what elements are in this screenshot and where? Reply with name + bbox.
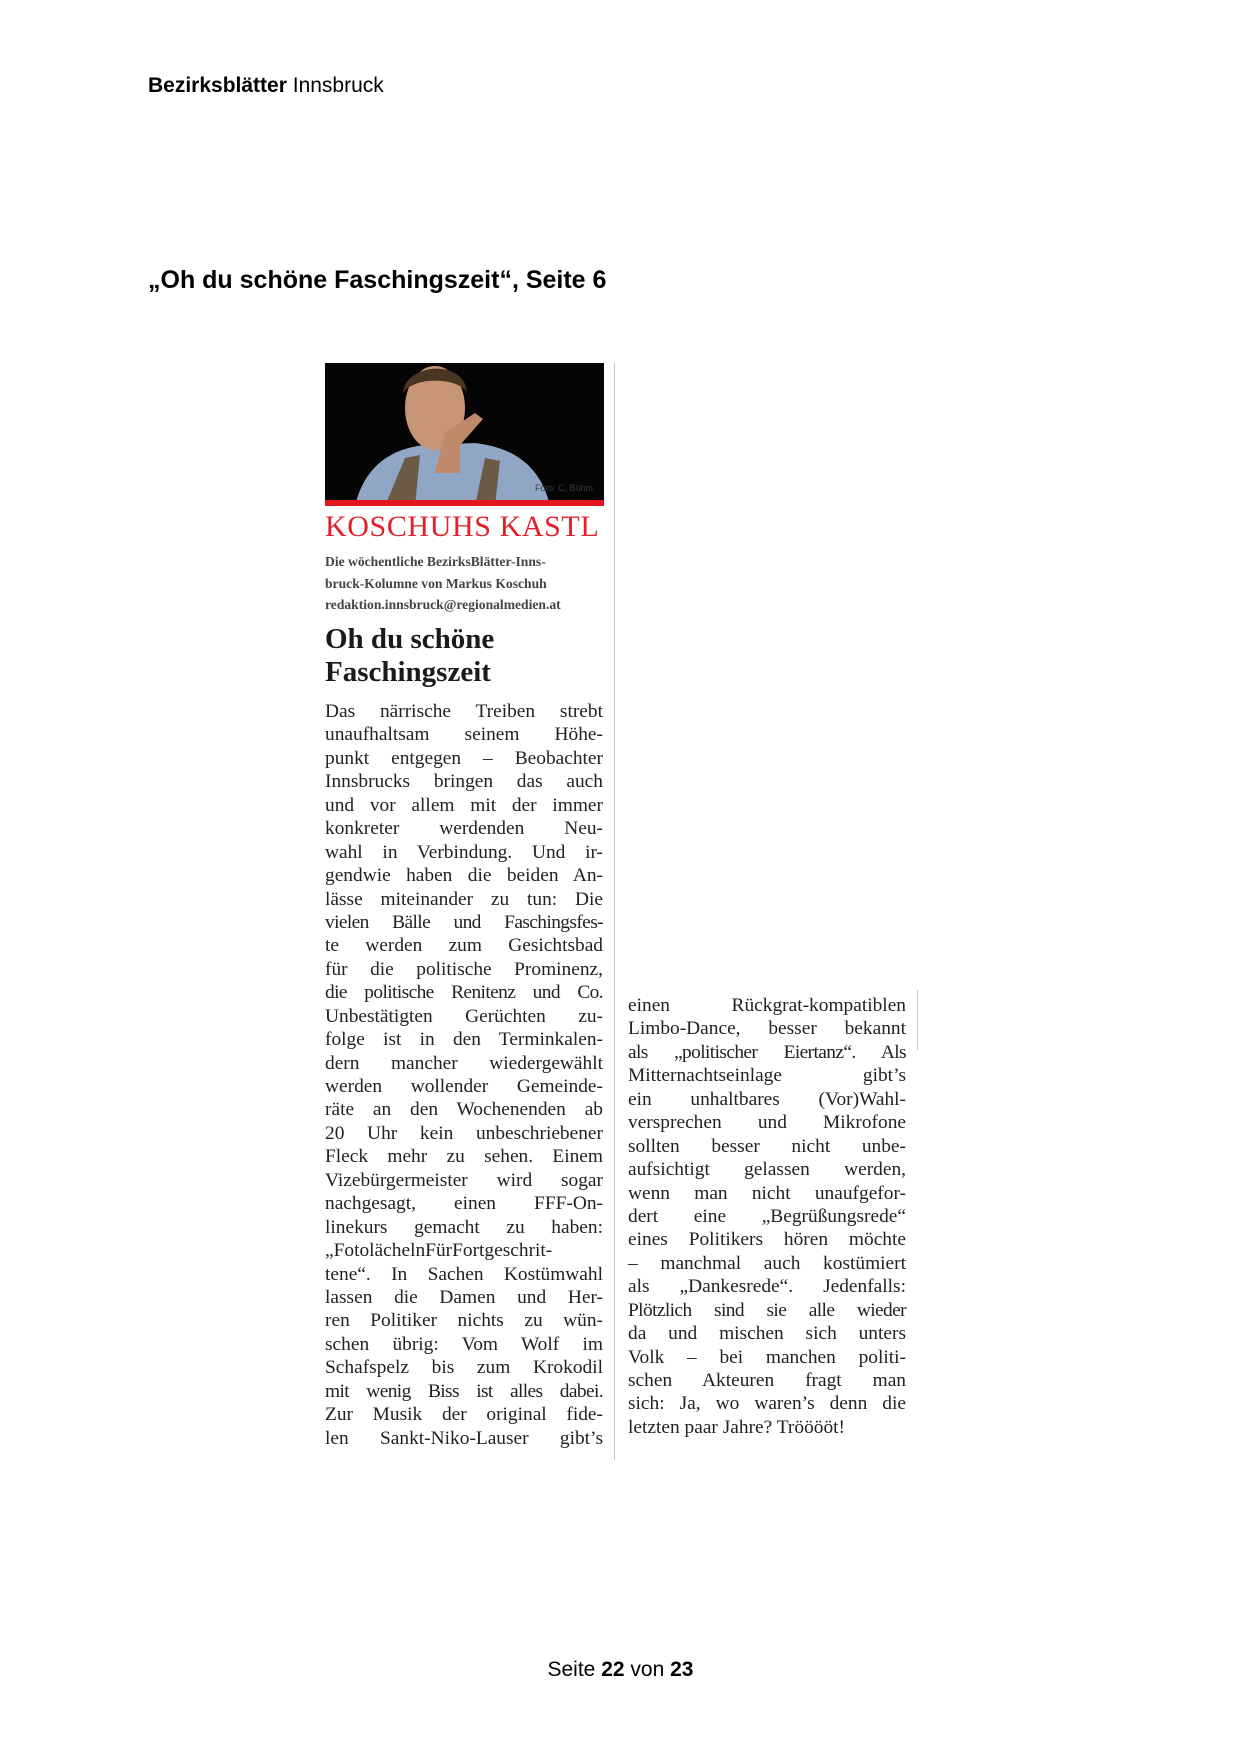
text-line: mit wenig Biss ist alles dabei.: [325, 1380, 603, 1402]
text-line: räte an den Wochenenden ab: [325, 1099, 603, 1121]
text-line: die politische Renitenz und Co.: [325, 982, 603, 1004]
article-headline: [325, 623, 494, 689]
text-line: sollten besser nicht unbe-: [628, 1135, 906, 1157]
text-line: wenn man nicht unaufgefor-: [628, 1182, 906, 1204]
text-line: Mitternachtseinlage gibt’s: [628, 1065, 906, 1087]
text-line: sich: Ja, wo waren’s denn die: [628, 1393, 906, 1415]
total-pages: 23: [670, 1658, 694, 1681]
text-line: Fleck mehr zu sehen. Einem: [325, 1146, 603, 1168]
footer-of: von: [630, 1658, 665, 1681]
text-line: Unbestätigten Gerüchten zu-: [325, 1005, 603, 1027]
publication-city: Innsbruck: [292, 74, 384, 97]
text-line: Das närrische Treiben strebt: [325, 701, 603, 722]
text-line: als „Dankesrede“. Jedenfalls:: [628, 1276, 906, 1298]
text-line: aufsichtigt gelassen werden,: [628, 1159, 906, 1181]
red-accent-bar: [325, 500, 604, 506]
photo-credit: Foto: C. Böhm: [535, 483, 594, 493]
text-line: dern mancher wiedergewählt: [325, 1052, 603, 1074]
text-line: unaufhaltsam seinem Höhe-: [325, 724, 603, 746]
column-subtitle: [325, 551, 615, 616]
text-line: linekurs gemacht zu haben:: [325, 1216, 603, 1238]
text-line: punkt entgegen – Beobachter: [325, 747, 603, 769]
text-line: tene“. In Sachen Kostümwahl: [325, 1263, 603, 1285]
column-divider: [917, 990, 918, 1050]
text-line: vielen Bälle und Faschingsfes-: [325, 911, 603, 933]
text-line: versprechen und Mikrofone: [628, 1112, 906, 1134]
text-line: lassen die Damen und Her-: [325, 1286, 603, 1308]
column-divider: [614, 363, 615, 1460]
text-line: Vizebürgermeister wird sogar: [325, 1169, 603, 1191]
publication-header: [148, 74, 384, 98]
text-line: als „politischer Eiertanz“. Als: [628, 1041, 906, 1063]
article-column-1: [325, 700, 603, 1450]
text-line: te werden zum Gesichtsbad: [325, 935, 603, 957]
text-line: lässe miteinander zu tun: Die: [325, 888, 603, 910]
text-line: wahl in Verbindung. Und ir-: [325, 841, 603, 863]
text-line: eines Politikers hören möchte: [628, 1229, 906, 1251]
text-line: folge ist in den Terminkalen-: [325, 1029, 603, 1051]
text-line: Innsbrucks bringen das auch: [325, 771, 603, 793]
text-line: 20 Uhr kein unbeschriebener: [325, 1122, 603, 1144]
text-line: und vor allem mit der immer: [325, 794, 603, 816]
text-line: einen Rückgrat-kompatiblen: [628, 995, 906, 1016]
text-line: nachgesagt, einen FFF-On-: [325, 1193, 603, 1215]
article-column-2: [628, 994, 906, 1439]
text-line: Schafspelz bis zum Krokodil: [325, 1357, 603, 1379]
text-line: schen übrig: Vom Wolf im: [325, 1333, 603, 1355]
subtitle-line: Die wöchentliche BezirksBlätter-Inns-: [325, 554, 546, 569]
text-line: letzten paar Jahre? Trööööt!: [628, 1416, 845, 1438]
footer-prefix: Seite: [547, 1658, 596, 1681]
document-title: „Oh du schöne Faschingszeit“, Seite 6: [148, 266, 607, 294]
text-line: da und mischen sich unters: [628, 1323, 906, 1345]
subtitle-email: redaktion.innsbruck@regionalmedien.at: [325, 597, 561, 612]
text-line: len Sankt-Niko-Lauser gibt’s: [325, 1427, 603, 1449]
text-line: konkreter werdenden Neu-: [325, 818, 603, 840]
text-line: dert eine „Begrüßungsrede“: [628, 1205, 906, 1227]
text-line: schen Akteuren fragt man: [628, 1370, 906, 1391]
headline-line: Oh du schöne: [325, 623, 495, 655]
text-line: ren Politiker nichts zu wün-: [325, 1310, 603, 1332]
text-line: Plötzlich sind sie alle wieder: [628, 1299, 906, 1321]
text-line: werden wollender Gemeinde-: [325, 1076, 603, 1097]
page-footer: [0, 1658, 1241, 1682]
text-line: ein unhaltbares (Vor)Wahl-: [628, 1088, 906, 1110]
subtitle-line: bruck-Kolumne von Markus Koschuh: [325, 575, 547, 591]
text-line: Volk – bei manchen politi-: [628, 1346, 906, 1368]
column-name: KOSCHUHS KASTL: [325, 510, 600, 543]
text-line: – manchmal auch kostümiert: [628, 1252, 906, 1274]
current-page: 22: [601, 1658, 625, 1681]
text-line: Limbo-Dance, besser bekannt: [628, 1018, 906, 1040]
text-line: „FotolächelnFürFortgeschrit-: [325, 1240, 553, 1262]
text-line: gendwie haben die beiden An-: [325, 865, 603, 887]
publication-name: Bezirksblätter: [148, 74, 287, 97]
text-line: für die politische Prominenz,: [325, 958, 603, 980]
headline-line: Faschingszeit: [325, 656, 491, 688]
text-line: Zur Musik der original fide-: [325, 1404, 603, 1426]
